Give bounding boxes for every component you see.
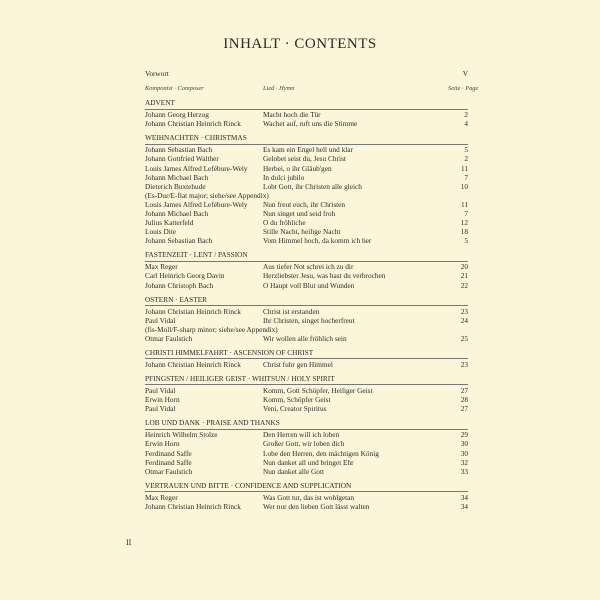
entry-hymn: Christ fuhr gen Himmel [263,359,333,369]
entry-composer: Johann Sebastian Bach [145,236,213,246]
entry-page: 27 [460,386,468,396]
header-page: Seite · Page [448,85,479,93]
entry-composer: Carl Heinrich Georg Davin [145,271,225,281]
entry-hymn: In dulci jubilo [263,172,305,182]
entry-page: 4 [464,119,468,129]
entry-page: 34 [460,501,468,511]
vorwort-label: Vorwort [145,69,169,78]
entry-composer: Ferdinand Saffe [145,457,192,467]
entry-hymn: Den Herren will ich loben [263,430,340,440]
entry-page: 34 [460,492,468,502]
entry-composer: Max Reger [145,492,178,502]
entry-page: 25 [460,333,468,343]
entry-page: 11 [460,163,468,173]
entry-page: 21 [460,271,468,281]
entry-note: (fis-Moll/F-sharp minor; siehe/see Appendix) [145,324,278,334]
sections-container [145,98,468,511]
entry-page: 22 [460,280,468,290]
contents-entry[interactable] [145,467,468,476]
section-title: WEIHNACHTEN · CHRISTMAS [145,133,247,143]
entry-composer: Ferdinand Saffe [145,448,192,458]
entry-composer: Johann Christian Heinrich Rinck [145,501,241,511]
entry-composer: Johann Christoph Bach [145,280,214,290]
column-headers [145,84,479,93]
entry-hymn: O Haupt voll Blut und Wunden [263,280,355,290]
entry-page: 30 [460,448,468,458]
entry-composer: Johann Sebastian Bach [145,145,213,155]
entry-page: 30 [460,439,468,449]
entry-page: 27 [460,404,468,414]
entry-composer: Johann Christian Heinrich Rinck [145,306,241,316]
contents-entry[interactable] [145,334,468,343]
entry-hymn: Stille Nacht, heilige Nacht [263,227,341,237]
entry-hymn: Es kam ein Engel hell und klar [263,145,353,155]
entry-hymn: Komm, Gott Schöpfer, Heiliger Geist [263,386,373,396]
entry-hymn: Nun freut euch, ihr Christen [263,199,346,209]
section-title: ADVENT [145,98,175,108]
page-title: INHALT · CONTENTS [223,36,377,52]
entry-page: 24 [460,315,468,325]
entry-composer: Erwin Horn [145,439,180,449]
contents-entry[interactable] [145,173,468,182]
contents-entry[interactable] [145,200,468,209]
entry-hymn: Vom Himmel hoch, da komm ich her [263,236,372,246]
entry-hymn: Wachet auf, ruft uns die Stimme [263,119,358,129]
entry-composer: Paul Vidal [145,386,176,396]
entry-note: (Es-Dur/E-flat major; siehe/see Appendix) [145,190,269,200]
contents-entry[interactable] [145,430,468,439]
entry-composer: Louis James Alfred Lefébure-Wely [145,199,248,209]
contents-entry[interactable] [145,449,468,458]
entry-hymn: Wir wollen alle fröhlich sein [263,333,347,343]
entry-composer: Johann Christian Heinrich Rinck [145,119,241,129]
entry-composer: Johann Gottfried Walther [145,154,219,164]
entry-hymn: Christ ist erstanden [263,306,320,316]
contents-table [145,69,479,511]
entry-composer: Johann Michael Bach [145,172,209,182]
contents-entry[interactable] [145,227,468,236]
contents-entry[interactable] [145,209,468,218]
page-number: II [126,538,132,547]
entry-hymn: O du fröhliche [263,218,306,228]
contents-entry[interactable] [145,404,468,413]
entry-page: 23 [460,306,468,316]
entry-page: 28 [460,395,468,405]
entry-composer: Louis James Alfred Lefébure-Wely [145,163,248,173]
entry-page: 32 [460,457,468,467]
entry-hymn: Ihr Christen, singet hocherfreut [263,315,355,325]
entry-hymn: Gelobet seist du, Jesu Christ [263,154,346,164]
contents-entry[interactable] [145,493,468,502]
entry-composer: Johann Michael Bach [145,209,209,218]
entry-hymn: Lobt Gott, ihr Christen alle gleich [263,181,362,191]
entry-hymn: Nun singet und seid froh [263,209,336,218]
entry-composer: Otmar Faulstich [145,466,193,476]
entry-page: 20 [460,262,468,272]
entry-page: 11 [460,199,468,209]
entry-composer: Heinrich Wilhelm Stolze [145,430,218,440]
entry-composer: Erwin Horn [145,395,180,405]
entry-hymn: Komm, Schöpfer Geist [263,395,331,405]
contents-entry[interactable] [145,395,468,404]
contents-entry[interactable] [145,236,468,245]
entry-hymn: Nun danket all und bringet Ehr [263,457,354,467]
vorwort-row[interactable] [145,69,468,78]
contents-entry[interactable] [145,218,468,227]
section-title: CHRISTI HIMMELFAHRT · ASCENSION OF CHRIST [145,348,314,357]
section-title: OSTERN · EASTER [145,294,208,304]
entry-page: 29 [460,430,468,440]
contents-entry[interactable] [145,182,468,191]
entry-page: 33 [460,466,468,476]
entry-hymn: Herbei, o ihr Gläub'gen [263,163,332,173]
entry-page: 10 [460,181,468,191]
contents-entry[interactable] [145,386,468,395]
entry-page: 5 [464,236,468,246]
section-title: VERTRAUEN UND BITTE · CONFIDENCE AND SUPPLICATION [145,480,352,490]
header-composer: Komponist · Composer [145,85,204,93]
entry-composer: Johann Christian Heinrich Rinck [145,359,241,369]
contents-entry[interactable] [145,262,468,271]
entry-composer: Max Reger [145,262,178,272]
contents-entry[interactable] [145,502,468,511]
section-title: PFINGSTEN / HEILIGER GEIST · WHITSUN / HOLY SPIRIT [145,374,335,384]
entry-hymn: Lobe den Herren, den mächtigen König [263,448,379,458]
entry-page: 23 [460,359,468,369]
contents-entry[interactable] [145,307,468,316]
entry-composer: Johann Georg Herzog [145,110,209,120]
entry-composer: Louis Dite [145,227,177,237]
entry-page: 18 [460,227,468,237]
entry-page: 5 [464,145,468,155]
entry-page: 7 [464,209,468,218]
contents-entry[interactable] [145,154,468,163]
contents-entry[interactable] [145,119,468,128]
entry-composer: Dieterich Buxtehude [145,181,206,191]
entry-composer: Paul Vidal [145,315,176,325]
entry-page: 2 [464,154,468,164]
entry-hymn: Aus tiefer Not schrei ich zu dir [263,262,354,272]
entry-page: 7 [464,172,468,182]
vorwort-page: V [462,69,468,78]
contents-entry[interactable] [145,145,468,154]
contents-entry[interactable] [145,439,468,448]
entry-page: 2 [464,110,468,120]
entry-composer: Otmar Faulstich [145,333,193,343]
entry-hymn: Was Gott tut, das ist wohlgetan [263,492,355,502]
contents-entry[interactable] [145,458,468,467]
entry-hymn: Herzliebster Jesu, was hast du verbrochen [263,271,386,281]
contents-entry[interactable] [145,316,468,325]
section-title: LOB UND DANK · PRAISE AND THANKS [145,418,280,428]
contents-entry[interactable] [145,281,468,290]
contents-entry[interactable] [145,271,468,280]
section-title: FASTENZEIT · LENT / PASSION [145,250,248,260]
entry-hymn: Veni, Creator Spiritus [263,404,327,414]
entry-hymn: Großer Gott, wir loben dich [263,439,345,449]
contents-entry[interactable] [145,164,468,173]
entry-hymn: Macht hoch die Tür [263,110,321,120]
header-hymn: Lied · Hymn [263,85,295,93]
contents-entry[interactable] [145,360,468,369]
contents-entry[interactable] [145,110,468,119]
entry-hymn: Wer nur den lieben Gott lässt walten [263,501,370,511]
entry-composer: Paul Vidal [145,404,176,414]
entry-composer: Julius Katterfeld [145,218,194,228]
entry-page: 12 [460,218,468,228]
entry-hymn: Nun danket alle Gott [263,466,324,476]
